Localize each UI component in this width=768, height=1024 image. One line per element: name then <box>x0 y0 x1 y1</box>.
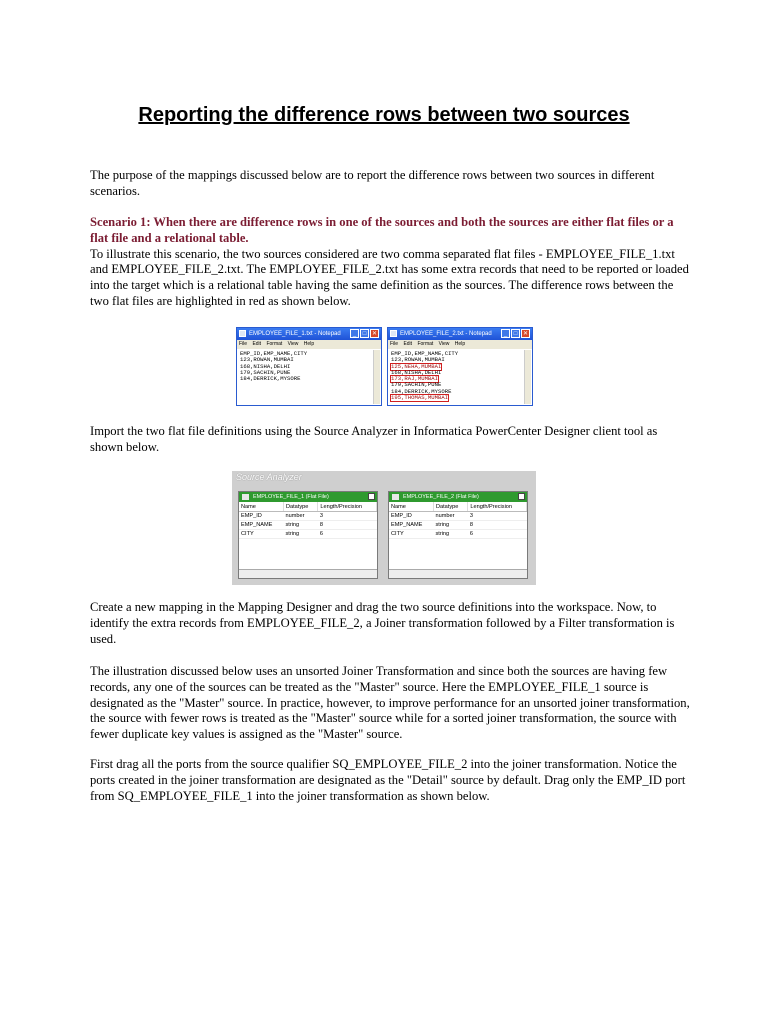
flat-file-icon <box>242 494 249 500</box>
source-analyzer-label: Source Analyzer <box>236 472 302 482</box>
port-name: EMP_NAME <box>389 521 433 530</box>
port-datatype: string <box>283 521 317 530</box>
notepad-text-area[interactable] <box>388 349 532 407</box>
port-length: 8 <box>318 521 377 530</box>
port-datatype: string <box>433 530 467 539</box>
source-definition-file2[interactable] <box>388 491 528 579</box>
horizontal-scrollbar[interactable] <box>239 569 377 578</box>
notepad-window-file1 <box>236 327 382 406</box>
notepad-icon <box>390 330 397 337</box>
table-row[interactable] <box>389 512 527 521</box>
column-header: Datatype <box>283 502 317 512</box>
table-row[interactable] <box>239 530 377 539</box>
port-length: 3 <box>468 512 527 521</box>
notepad-icon <box>239 330 246 337</box>
table-row[interactable] <box>389 530 527 539</box>
port-datatype: string <box>283 530 317 539</box>
maximize-icon[interactable] <box>368 493 375 500</box>
table-row[interactable] <box>239 512 377 521</box>
page-title: Reporting the difference rows between two sources <box>138 104 630 126</box>
source-definition-file1[interactable] <box>238 491 378 579</box>
notepad-title: EMPLOYEE_FILE_2.txt - Notepad <box>400 331 492 337</box>
source-analyzer-panel <box>232 471 536 585</box>
scenario1-text: To illustrate this scenario, the two sources considered are two comma separated flat files - EMPLOYEE_FILE_1.txt and EMPLOYEE_FILE_2.txt. The EMPLOYEE_FILE_2.txt has some extra records that need to be reported or loaded into the target which is a relational table having the same definition as the sources. The difference rows between the two flat files are highlighted in red as shown below. <box>90 246 689 308</box>
maximize-button[interactable]: □ <box>360 329 369 338</box>
ports-table <box>389 502 527 539</box>
notepad-window-file2 <box>387 327 533 406</box>
notepad-menubar[interactable]: File Edit Format View Help <box>388 340 532 349</box>
port-name: CITY <box>239 530 283 539</box>
port-length: 6 <box>468 530 527 539</box>
port-length: 3 <box>318 512 377 521</box>
minimize-button[interactable]: _ <box>350 329 359 338</box>
file-line: EMP_ID,EMP_NAME,CITY <box>391 350 459 357</box>
maximize-button[interactable]: □ <box>511 329 520 338</box>
flat-file-icon <box>392 494 399 500</box>
file-line: EMP_ID,EMP_NAME,CITY <box>240 350 308 357</box>
file-line: 184,DERRICK,MYSORE <box>240 375 301 383</box>
file-line: 123,ROWAN,MUMBAI <box>240 356 294 364</box>
joiner-paragraph: The illustration discussed below uses an unsorted Joiner Transformation and since both the sources are having few records, any one of the sources can be treated as the "Master" source. Here the EMPLOYEE_FILE_1 source is designated as the "Master" source. In practice, however, to improve performance for an unsorted joiner transformation, the source with fewer rows is treated as the "Master" source while for a sorted joiner transformation, the source with fewer duplicate key values is assigned as the "Master" source. <box>90 664 690 742</box>
minimize-button[interactable]: _ <box>501 329 510 338</box>
ports-paragraph: First drag all the ports from the source qualifier SQ_EMPLOYEE_FILE_2 into the joiner transformation. Notice the ports created in the joiner transformation are designated as the "Detail" source by default. Drag only the EMP_ID port from SQ_EMPLOYEE_FILE_1 into the joiner transformation as shown below. <box>90 757 686 803</box>
column-header: Length/Precision <box>468 502 527 512</box>
port-name: EMP_ID <box>389 512 433 521</box>
column-header: Length/Precision <box>318 502 377 512</box>
port-name: EMP_ID <box>239 512 283 521</box>
port-name: CITY <box>389 530 433 539</box>
column-header: Datatype <box>433 502 467 512</box>
horizontal-scrollbar[interactable] <box>389 569 527 578</box>
notepad-title: EMPLOYEE_FILE_1.txt - Notepad <box>249 331 341 337</box>
file-line-highlighted: 173,RAJ,MUMBAI <box>391 375 438 383</box>
file-line: 184,DERRICK,MYSORE <box>391 387 452 395</box>
intro-paragraph: The purpose of the mappings discussed below are to report the difference rows between two sources in different scenarios. <box>90 168 655 198</box>
column-header: Name <box>389 502 433 512</box>
vertical-scrollbar[interactable] <box>524 350 531 404</box>
port-datatype: string <box>433 521 467 530</box>
vertical-scrollbar[interactable] <box>373 350 380 404</box>
table-row[interactable] <box>389 521 527 530</box>
mapping-paragraph: Create a new mapping in the Mapping Designer and drag the two source definitions into the workspace. Now, to identify the extra records from EMPLOYEE_FILE_2, a Joiner transformation followed by a Filter transformation is used. <box>90 600 675 646</box>
file-line-highlighted: 195,THOMAS,MUMBAI <box>391 394 449 402</box>
source-definition-title: EMPLOYEE_FILE_2 (Flat File) <box>403 494 479 500</box>
port-name: EMP_NAME <box>239 521 283 530</box>
file-line-highlighted: 125,NEHA,MUMBAI <box>391 362 442 370</box>
source-definition-header[interactable] <box>239 492 377 502</box>
port-length: 8 <box>468 521 527 530</box>
close-button[interactable]: ✕ <box>522 331 529 337</box>
source-definition-title: EMPLOYEE_FILE_1 (Flat File) <box>253 494 329 500</box>
table-row[interactable] <box>239 521 377 530</box>
file-line: 123,ROWAN,MUMBAI <box>391 356 445 364</box>
notepad-menubar[interactable]: File Edit Format View Help <box>237 340 381 349</box>
file-line: 168,NISHA,DELHI <box>391 368 442 376</box>
port-length: 6 <box>318 530 377 539</box>
file-line: 179,SACHIN,PUNE <box>391 381 442 389</box>
ports-table <box>239 502 377 539</box>
source-definition-header[interactable] <box>389 492 527 502</box>
close-button[interactable]: ✕ <box>371 331 378 337</box>
port-datatype: number <box>283 512 317 521</box>
file-line: 179,SACHIN,PUNE <box>240 368 291 376</box>
notepad-titlebar <box>237 328 381 340</box>
scenario1-heading: Scenario 1: When there are difference rows in one of the sources and both the sources are either flat files or a flat file and a relational table. <box>90 215 674 245</box>
column-header: Name <box>239 502 283 512</box>
scenario1-section <box>90 215 690 310</box>
port-datatype: number <box>433 512 467 521</box>
notepad-text-area[interactable] <box>237 349 381 407</box>
import-paragraph: Import the two flat file definitions using the Source Analyzer in Informatica PowerCenter Designer client tool as shown below. <box>90 424 658 454</box>
file-line: 168,NISHA,DELHI <box>240 362 291 370</box>
maximize-icon[interactable] <box>518 493 525 500</box>
notepad-titlebar <box>388 328 532 340</box>
